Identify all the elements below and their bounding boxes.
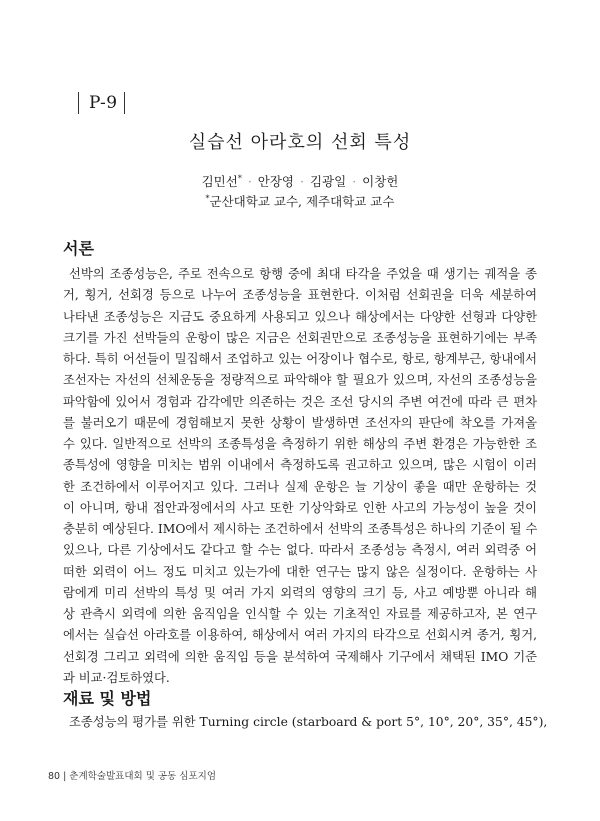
author-mark: * [237, 173, 242, 183]
text-line: 떠한 외력이 어느 정도 미치고 있는가에 대한 연구는 많지 않은 실정이다. 운항하는 사 [63, 564, 537, 579]
text-line: 있으나, 다른 기상에서도 같다고 할 수는 없다. 따라서 조종성능 측정시, 여러 외력중 어 [63, 543, 537, 558]
intro-body [63, 264, 537, 689]
text-line: 조종성능의 평가를 위한 Turning circle (starboard & port 5°, 10°, 20°, 35°, 45°), [69, 715, 548, 729]
text-line: 과 비교·검토하였다. [63, 670, 170, 685]
author-name: 김민선 [201, 174, 238, 189]
text-line: 크기를 가진 선박들의 운항이 많은 지금은 선회권만으로 조종성능을 표현하기에는 부족 [63, 330, 537, 345]
affiliation-text: 군산대학교 교수, 제주대학교 교수 [209, 194, 395, 209]
text-line: 선회경 그리고 외력에 의한 움직임 등을 분석하여 국제해사 기구에서 채택된 IMO 기준 [63, 649, 537, 664]
author-name: 안장영 [257, 174, 295, 189]
text-line: 하다. 특히 어선들이 밀집해서 조업하고 있는 어장이나 협수로, 항로, 항계부근, 항내에서 [63, 352, 537, 366]
affiliation [0, 192, 600, 210]
author-separator: · [247, 174, 252, 189]
text-line: 한 조건하에서 이루어지고 있다. 그러나 실제 운항은 늘 기상이 좋을 때만 운항하는 것 [63, 479, 537, 494]
author-list [0, 172, 600, 190]
author-separator: · [300, 174, 304, 189]
text-line: 조선자는 자선의 선체운동을 정량적으로 파악해야 할 필요가 있으며, 자선의 조종성능을 [63, 373, 537, 388]
text-line: 파악함에 있어서 경험과 감각에만 의존하는 것은 조선 당시의 주변 여건에 따라 큰 편차 [63, 394, 537, 409]
section-heading-methods: 재료 및 방법 [63, 689, 152, 708]
text-line: 거, 횡거, 선회경 등으로 나누어 조종성능을 표현한다. 이처럼 선회권을 더욱 세분하여 [63, 288, 537, 303]
affiliation-mark: * [205, 193, 210, 203]
footer-text: 춘계학술발표대회 및 공동 심포지엄 [69, 771, 217, 782]
author-separator: · [352, 174, 357, 189]
page-number: 80 [48, 771, 61, 782]
methods-body [63, 712, 548, 733]
text-line: 를 불러오기 때문에 경험해보지 못한 상황이 발생하면 조선자의 판단에 착오를 가져올 [63, 415, 537, 430]
text-line: 람에게 미리 선박의 특성 및 여러 가지 외력의 영향의 크기 등, 사고 예방뿐 아니라 해 [63, 585, 537, 600]
author-name: 김광일 [309, 174, 347, 189]
poster-tag: P-9 [78, 92, 125, 114]
text-line: 에서는 실습선 아라호를 이용하여, 해상에서 여러 가지의 타각으로 선회시켜 종거, 횡거, [63, 628, 537, 643]
footer-divider: | [63, 771, 67, 782]
text-line: 수 있다. 일반적으로 선박의 조종특성을 측정하기 위한 해상의 주변 환경은 가능한한 조 [63, 437, 537, 451]
text-line: 충분히 예상된다. IMO에서 제시하는 조건하에서 선박의 조종특성은 하나의 기준이 될 수 [63, 522, 538, 536]
text-line: 선박의 조종성능은, 주로 전속으로 항행 중에 최대 타각을 주었을 때 생기는 궤적을 종 [69, 267, 537, 281]
text-line: 나타낸 조종성능은 지금도 중요하게 사용되고 있으나 해상에서는 다양한 선형과 다양한 [63, 309, 537, 324]
text-line: 상 관측시 외력에 의한 움직임을 인식할 수 있는 기초적인 자료를 제공하고자, 본 연구 [63, 607, 537, 621]
author-name: 이창헌 [362, 174, 399, 189]
page-footer [48, 768, 216, 782]
paper-title: 실습선 아라호의 선회 특성 [188, 132, 412, 153]
text-line: 종특성에 영향을 미치는 범위 이내에서 측정하도록 권고하고 있으며, 많은 시험이 이러 [63, 458, 537, 473]
section-heading-intro: 서론 [63, 239, 94, 258]
text-line: 이 아니며, 항내 접안과정에서의 사고 또한 기상악화로 인한 사고의 가능성이 높을 것이 [63, 500, 537, 515]
